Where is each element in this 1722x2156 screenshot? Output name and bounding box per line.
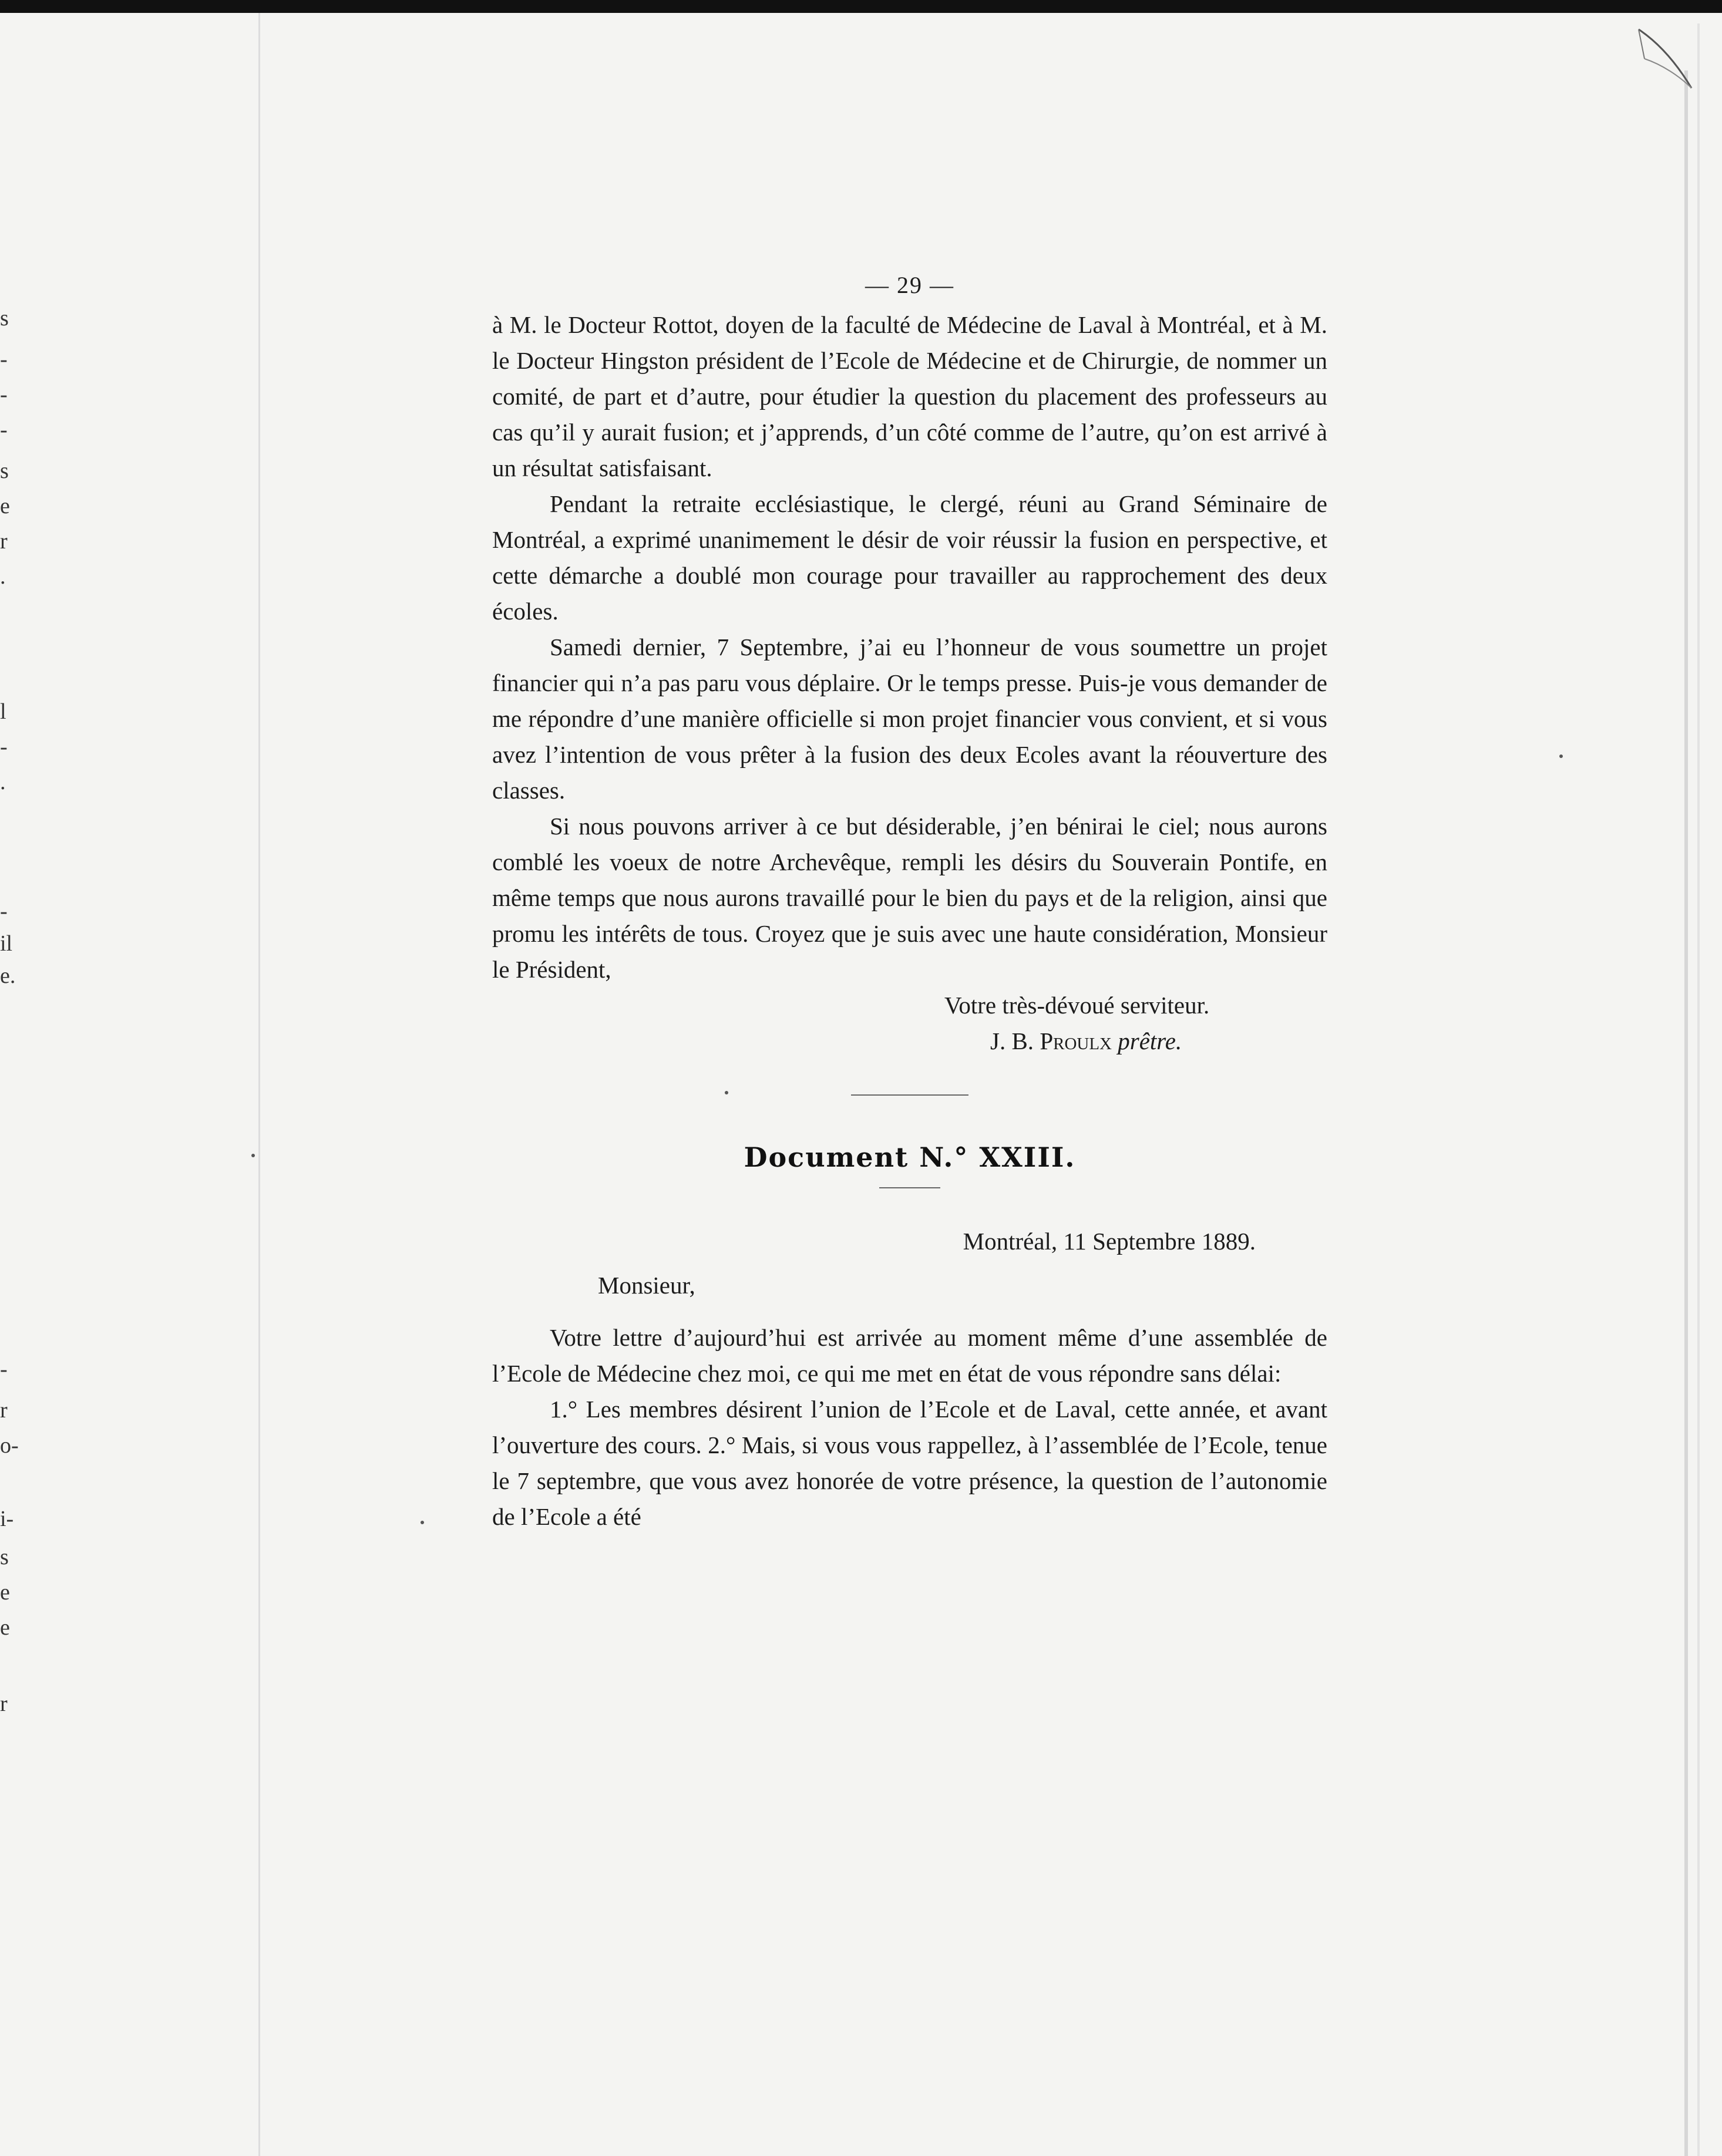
scan-speck — [251, 1154, 255, 1157]
document-heading: Document N.° XXIII. — [744, 1141, 1076, 1173]
margin-fragment: s — [0, 459, 9, 483]
left-margin-fragments — [0, 0, 18, 2156]
binding-gutter — [258, 13, 260, 2156]
scan-speck — [1559, 754, 1563, 758]
margin-fragment: i- — [0, 1507, 14, 1531]
letter1-paragraph: Si nous pouvons arriver à ce but désiderable, j’en bénirai le ciel; nous aurons comblé les voeux de notre Archevêque, rempli les désirs du Souverain Pontife, en même temps que nous aurons travaillé pour le bien du pays et de la religion, ainsi que promu les intérêts de tous. Croyez que je suis avec une haute considération, Monsieur le Président, — [492, 813, 1327, 983]
margin-fragment: e — [0, 1615, 10, 1640]
margin-fragment: - — [0, 347, 8, 372]
letter2-salutation: Monsieur, — [598, 1272, 695, 1299]
margin-fragment: - — [0, 735, 8, 759]
letter1-paragraph: à M. le Docteur Rottot, doyen de la faculté de Médecine de Laval à Montréal, et à M. le Docteur Hingston président de l’Ecole de Médecine et de Chirurgie, de nommer un comité, de part et d’autre, pour étudier la question du placement des professeurs au cas qu’il y aurait fusion; et j’apprends, d’un côté comme de l’autre, qu’on est arrivé à un résultat satisfaisant. — [492, 311, 1327, 481]
page-edge — [1684, 70, 1688, 2156]
margin-fragment: o- — [0, 1433, 19, 1458]
heading-underline — [879, 1187, 940, 1188]
letter2-paragraph: Votre lettre d’aujourd’hui est arrivée au moment même d’une assemblée de l’Ecole de Médecine chez moi, ce qui me met en état de vous répondre sans délai: — [492, 1324, 1327, 1387]
margin-fragment: e — [0, 494, 10, 518]
page-body — [492, 271, 1327, 1535]
signature-initials: J. B. — [990, 1028, 1034, 1055]
letter1-paragraph: Pendant la retraite ecclésiastique, le clergé, réuni au Grand Séminaire de Montréal, a exprimé unanimement le désir de voir réussir la fusion en perspective, et cette démarche a doublé mon courage pour travailler au rapprochement des deux écoles. — [492, 490, 1327, 625]
letter1-paragraph: Samedi dernier, 7 Septembre, j’ai eu l’honneur de vous soumettre un projet financier qui n’a pas paru vous déplaire. Or le temps presse. Puis-je vous demander de me répondre d’une manière officielle si mon projet financier vous convient, et si vous avez l’intention de vous prêter à la fusion des deux Ecoles avant la réouverture des classes. — [492, 634, 1327, 804]
margin-fragment: s — [0, 306, 9, 331]
margin-fragment: - — [0, 417, 8, 442]
page-edge-outer — [1697, 23, 1700, 2156]
letter1-closing: Votre très-dévoué serviteur. — [944, 992, 1210, 1019]
signature-title: prêtre. — [1118, 1028, 1182, 1055]
page-number: — 29 — — [865, 272, 954, 298]
margin-fragment: l — [0, 699, 6, 724]
margin-fragment: - — [0, 899, 8, 924]
scan-speck — [421, 1521, 424, 1524]
margin-fragment: - — [0, 1357, 8, 1382]
margin-fragment: r — [0, 1692, 8, 1716]
margin-fragment: s — [0, 1545, 9, 1569]
margin-fragment: - — [0, 382, 8, 407]
margin-fragment: il — [0, 931, 13, 956]
margin-fragment: e. — [0, 964, 16, 988]
margin-fragment: r — [0, 529, 8, 554]
scan-top-edge — [0, 0, 1722, 13]
margin-fragment: e — [0, 1580, 10, 1605]
margin-fragment: . — [0, 770, 6, 794]
section-divider — [851, 1094, 968, 1096]
signature-name: Proulx — [1040, 1028, 1112, 1055]
margin-fragment: r — [0, 1398, 8, 1423]
letter2-dateline: Montréal, 11 Septembre 1889. — [963, 1228, 1256, 1255]
folded-corner-icon — [1633, 23, 1697, 94]
letter1-signature — [492, 1023, 1327, 1059]
letter2-paragraph: 1.° Les membres désirent l’union de l’Ecole et de Laval, cette année, et avant l’ouverture des cours. 2.° Mais, si vous vous rappellez, à l’assemblée de l’Ecole, tenue le 7 septembre, que vous avez honorée de votre présence, la question de l’autonomie de l’Ecole a été — [492, 1396, 1327, 1530]
margin-fragment: . — [0, 564, 6, 589]
